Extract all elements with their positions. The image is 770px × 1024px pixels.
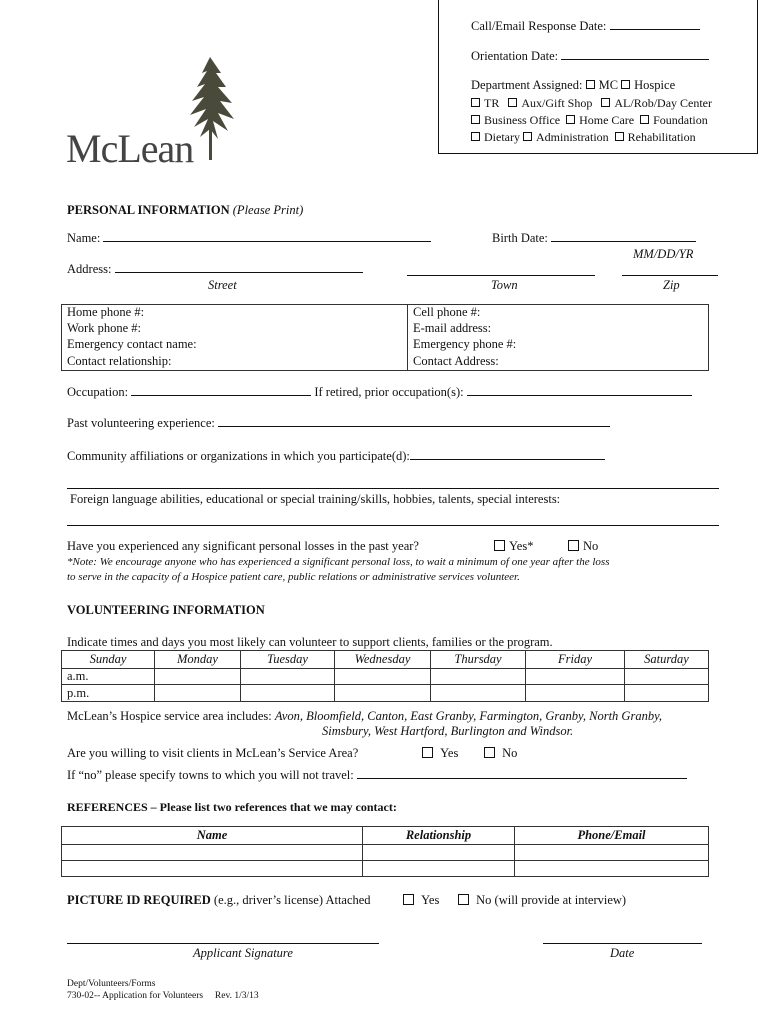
volunteering-intro: Indicate times and days you most likely can volunteer to support clients, families or the program. [67, 635, 553, 649]
retired-field[interactable] [467, 385, 692, 396]
picture-id-label: PICTURE ID REQUIRED [67, 893, 211, 907]
personal-heading-text: PERSONAL INFORMATION [67, 203, 230, 217]
mclean-logo [66, 55, 246, 170]
ref1-phone-cell[interactable] [515, 845, 709, 861]
loss-note-line2: to serve in the capacity of a Hospice patient care, public relations or administrative services volunteer. [67, 571, 520, 583]
dept-aux-label: Aux/Gift Shop [521, 96, 593, 110]
picture-id-yes-label: Yes [421, 893, 440, 907]
am-monday-cell[interactable] [155, 669, 241, 685]
community-label: Community affiliations or organizations in which you participate(d): [67, 449, 410, 463]
ref1-name-cell[interactable] [62, 845, 363, 861]
volunteering-heading: VOLUNTEERING INFORMATION [67, 603, 265, 617]
dept-tr-label: TR [484, 96, 500, 110]
checkbox-dietary[interactable] [471, 132, 480, 141]
contact-relationship-cell[interactable] [62, 353, 408, 371]
date-field[interactable] [543, 943, 702, 944]
dept-al-label: AL/Rob/Day Center [614, 96, 713, 110]
foreign-label: Foreign language abilities, educational or special training/skills, hobbies, talents, special interests: [70, 492, 561, 506]
town-caption: Town [491, 278, 518, 292]
loss-no-label: No [583, 539, 599, 553]
pm-monday-cell[interactable] [155, 685, 241, 702]
dept-rehab-label: Rehabilitation [627, 130, 696, 144]
service-area-label: McLean’s Hospice service area includes: [67, 709, 272, 723]
signature-field[interactable] [67, 943, 379, 944]
if-no-label: If “no” please specify towns to which you will not travel: [67, 768, 354, 782]
picture-id-yes-checkbox[interactable] [403, 894, 414, 905]
emergency-name-cell[interactable] [62, 337, 408, 353]
home-phone-label: Home phone #: [67, 305, 145, 320]
town-field[interactable] [407, 275, 595, 276]
name-field[interactable] [103, 231, 431, 242]
ref2-phone-cell[interactable] [515, 861, 709, 877]
pm-saturday-cell[interactable] [625, 685, 709, 702]
loss-note-line1: *Note: We encourage anyone who has experienced a significant personal loss, to wait a minimum of one year after the loss [67, 556, 610, 568]
service-area-towns-2: Simsbury, West Hartford, Burlington and Windsor. [322, 724, 574, 738]
dept-dietary-label: Dietary [484, 130, 520, 144]
ref-col-relationship: Relationship [363, 827, 515, 845]
am-saturday-cell[interactable] [625, 669, 709, 685]
am-tuesday-cell[interactable] [241, 669, 335, 685]
visit-yes-label: Yes [440, 746, 459, 760]
if-no-field[interactable] [357, 768, 687, 779]
dept-business-label: Business Office [484, 113, 561, 127]
occupation-field[interactable] [131, 385, 311, 396]
day-thursday: Thursday [431, 651, 526, 669]
dept-hospice-label: Hospice [634, 78, 676, 92]
checkbox-home-care[interactable] [566, 115, 575, 124]
street-field[interactable] [115, 262, 363, 273]
am-sunday-cell[interactable] [62, 669, 155, 685]
visit-no-label: No [502, 746, 518, 760]
cell-phone-label: Cell phone #: [413, 305, 481, 320]
day-monday: Monday [155, 651, 241, 669]
visit-question: Are you willing to visit clients in McLean’s Service Area? [67, 746, 359, 760]
ref2-relationship-cell[interactable] [363, 861, 515, 877]
checkbox-al-rob-day[interactable] [601, 98, 610, 107]
orientation-date-field[interactable] [561, 49, 709, 60]
home-phone-cell[interactable] [62, 305, 408, 321]
footer-form-id: 730-02-- Application for Volunteers Rev. 1/3/13 [67, 991, 259, 1001]
dept-admin-label: Administration [535, 130, 609, 144]
loss-yes-label: Yes* [509, 539, 534, 553]
day-sunday: Sunday [62, 651, 155, 669]
dept-mc-label: MC [598, 78, 619, 92]
day-tuesday: Tuesday [241, 651, 335, 669]
service-area-towns-1: Avon, Bloomfield, Canton, East Granby, Farmington, Granby, North Granby, [274, 709, 663, 723]
checkbox-foundation[interactable] [640, 115, 649, 124]
office-use-box [438, 0, 758, 154]
pm-friday-cell[interactable] [526, 685, 625, 702]
dept-foundation-label: Foundation [653, 113, 708, 127]
am-wednesday-cell[interactable] [335, 669, 431, 685]
availability-table [61, 650, 709, 702]
emergency-phone-label: Emergency phone #: [413, 337, 517, 351]
am-label: a.m. [67, 669, 89, 683]
picture-id-no-checkbox[interactable] [458, 894, 469, 905]
visit-no-checkbox[interactable] [484, 747, 495, 758]
retired-label: If retired, prior occupation(s): [314, 385, 464, 399]
day-friday: Friday [526, 651, 625, 669]
pm-wednesday-cell[interactable] [335, 685, 431, 702]
response-date-field[interactable] [610, 19, 700, 30]
checkbox-administration[interactable] [523, 132, 532, 141]
date-caption: Date [610, 946, 635, 960]
cell-phone-cell[interactable] [408, 305, 709, 321]
logo-wordmark: McLean [66, 126, 194, 171]
references-heading: REFERENCES – Please list two references that we may contact: [67, 800, 397, 814]
email-cell[interactable] [408, 321, 709, 337]
zip-field[interactable] [622, 275, 718, 276]
checkbox-mc[interactable] [586, 80, 595, 89]
foreign-field[interactable] [67, 525, 719, 526]
past-exp-field[interactable] [218, 416, 610, 427]
ref1-relationship-cell[interactable] [363, 845, 515, 861]
day-wednesday: Wednesday [335, 651, 431, 669]
emergency-name-label: Emergency contact name: [67, 337, 197, 351]
checkbox-rehabilitation[interactable] [615, 132, 624, 141]
dept-homecare-label: Home Care [579, 113, 635, 127]
work-phone-label: Work phone #: [67, 321, 141, 335]
pm-label: p.m. [67, 685, 90, 700]
date-format-hint: MM/DD/YR [633, 247, 694, 261]
am-friday-cell[interactable] [526, 669, 625, 685]
contact-table [61, 304, 709, 371]
work-phone-cell[interactable] [62, 321, 408, 337]
street-caption: Street [208, 278, 237, 292]
name-label: Name: [67, 231, 101, 245]
occupation-label: Occupation: [67, 385, 129, 399]
email-label: E-mail address: [413, 321, 492, 335]
contact-address-cell[interactable] [408, 353, 709, 371]
picture-id-note: (e.g., driver’s license) Attached [213, 893, 371, 907]
pm-sunday-cell[interactable] [62, 685, 155, 702]
loss-yes-checkbox[interactable] [494, 540, 505, 551]
signature-caption: Applicant Signature [193, 946, 293, 960]
checkbox-business-office[interactable] [471, 115, 480, 124]
community-extra-line[interactable] [67, 488, 719, 489]
checkbox-aux-gift-shop[interactable] [508, 98, 517, 107]
loss-question: Have you experienced any significant personal losses in the past year? [67, 539, 419, 553]
department-assigned-label: Department Assigned: [471, 78, 583, 92]
contact-address-label: Contact Address: [413, 353, 499, 368]
past-exp-label: Past volunteering experience: [67, 416, 215, 430]
community-field[interactable] [410, 449, 605, 460]
emergency-phone-cell[interactable] [408, 337, 709, 353]
picture-id-no-label: No (will provide at interview) [476, 893, 627, 907]
zip-caption: Zip [663, 278, 680, 292]
checkbox-tr[interactable] [471, 98, 480, 107]
response-date-label: Call/Email Response Date: [471, 19, 607, 33]
please-print-note: (Please Print) [232, 203, 304, 217]
ref-col-phone-email: Phone/Email [515, 827, 709, 845]
ref2-name-cell[interactable] [62, 861, 363, 877]
pm-tuesday-cell[interactable] [241, 685, 335, 702]
checkbox-hospice[interactable] [621, 80, 630, 89]
am-thursday-cell[interactable] [431, 669, 526, 685]
footer-dept: Dept/Volunteers/Forms [67, 979, 156, 989]
address-label: Address: [67, 262, 112, 276]
ref-col-name: Name [62, 827, 363, 845]
pm-thursday-cell[interactable] [431, 685, 526, 702]
birth-date-label: Birth Date: [492, 231, 548, 245]
day-saturday: Saturday [625, 651, 709, 669]
loss-no-checkbox[interactable] [568, 540, 579, 551]
visit-yes-checkbox[interactable] [422, 747, 433, 758]
personal-info-heading [67, 203, 303, 218]
birth-date-field[interactable] [551, 231, 696, 242]
contact-relationship-label: Contact relationship: [67, 353, 172, 368]
orientation-date-label: Orientation Date: [471, 49, 559, 63]
references-table [61, 826, 709, 877]
